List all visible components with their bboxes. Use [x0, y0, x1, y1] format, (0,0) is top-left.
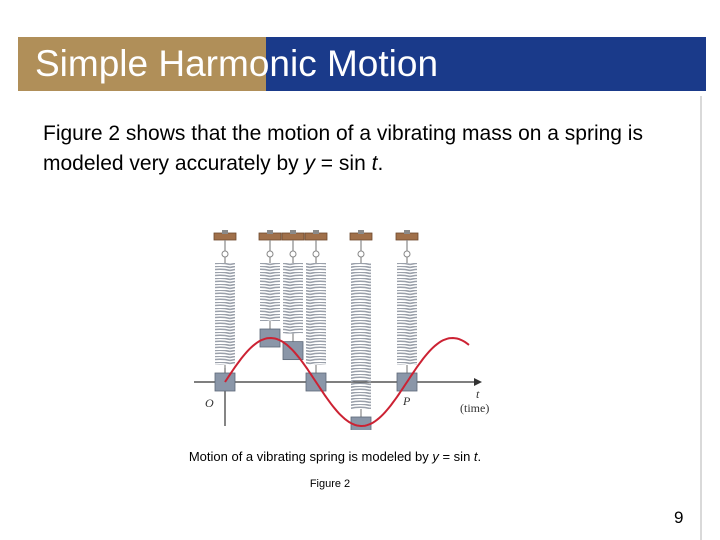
spring-figure: [190, 218, 510, 430]
spring-mount: [259, 233, 281, 240]
body-text-part: = sin: [314, 152, 372, 175]
spring-mount: [305, 233, 327, 240]
figure-label: Figure 2: [309, 478, 351, 490]
spring-ring: [267, 251, 273, 257]
spring-coil: [283, 263, 303, 334]
page-number: 9: [674, 508, 684, 527]
caption-text-part: .: [477, 449, 482, 464]
spring-mount-bolt: [290, 230, 296, 234]
caption-text-part: Motion of a vibrating spring is modeled by: [188, 449, 433, 464]
spring-coil: [351, 263, 371, 409]
spring-ring: [358, 251, 364, 257]
caption-var-t: t: [473, 449, 478, 464]
body-text-part: .: [377, 152, 384, 175]
spring-ring: [290, 251, 296, 257]
spring-mount: [282, 233, 304, 240]
spring-mount-bolt: [267, 230, 273, 234]
time-axis-arrow: [474, 378, 482, 386]
spring-mount-bolt: [358, 230, 364, 234]
caption-var-y: y: [432, 449, 439, 464]
spring-coil: [397, 263, 417, 365]
spring-coil: [215, 263, 235, 365]
body-paragraph: [43, 119, 683, 179]
spring-figure-svg: [190, 218, 510, 430]
spring-ring: [313, 251, 319, 257]
spring-coil: [306, 263, 326, 365]
spring-mount: [396, 233, 418, 240]
body-var-t: t: [371, 152, 378, 175]
spring-mount-bolt: [222, 230, 228, 234]
time-axis-unit: (time): [460, 401, 490, 415]
spring-mount: [350, 233, 372, 240]
body-text-part: Figure 2 shows that the motion of a vibrating mass on a spring is modeled very accurately by: [43, 122, 643, 175]
spring-mount: [214, 233, 236, 240]
point-p-label: P: [403, 394, 411, 408]
body-var-y: y: [304, 152, 315, 175]
time-axis-variable: t: [476, 387, 480, 401]
slide-title: Simple Harmonic Motion: [35, 43, 439, 84]
spring-coil: [260, 263, 280, 321]
spring-mount-bolt: [313, 230, 319, 234]
caption-text-part: = sin: [438, 449, 474, 464]
figure-caption: [0, 449, 670, 464]
origin-label: O: [205, 396, 214, 410]
right-divider: [700, 96, 702, 540]
spring-ring: [404, 251, 410, 257]
spring-ring: [222, 251, 228, 257]
spring-mount-bolt: [404, 230, 410, 234]
